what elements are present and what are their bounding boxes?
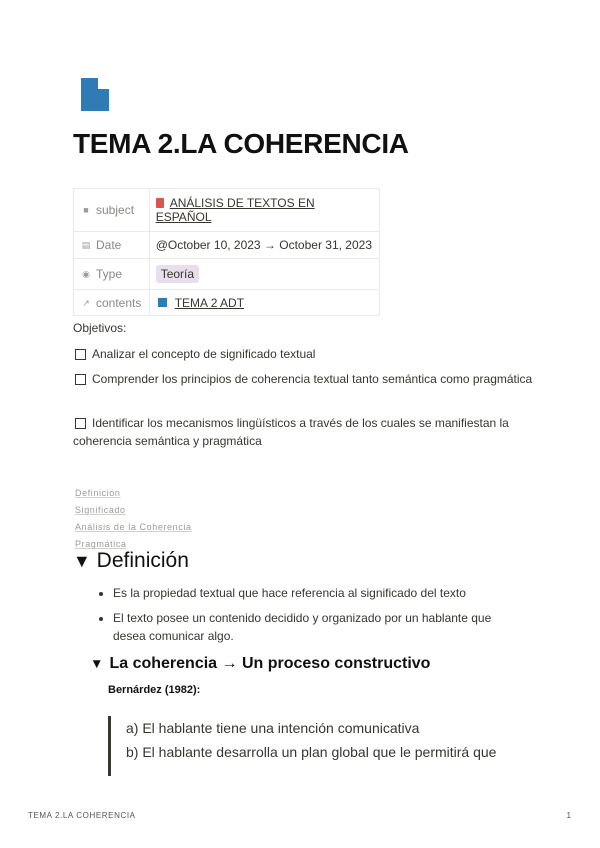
checkbox[interactable] [75,349,86,360]
properties-table [73,188,380,316]
quote-line: b) El hablante desarrolla un plan global que le permitirá que [126,744,497,760]
select-icon: ◉ [82,269,90,279]
document-icon [79,78,109,111]
toc-link-significado[interactable]: Significado [75,505,126,515]
toc-link-pragmatica[interactable]: Pragmática [75,539,127,549]
property-row-subject [74,189,380,232]
page-number: 1 [566,811,571,820]
objetivos-heading: Objetivos: [73,321,127,335]
property-name-subject: ■ subject [74,189,150,232]
checkbox[interactable] [75,374,86,385]
subject-link[interactable]: ANÁLISIS DE TEXTOS EN ESPAÑOL [155,196,315,224]
property-row-date [74,232,380,259]
definicion-bullet-list [96,584,513,652]
list-icon: ■ [83,205,89,215]
property-row-type [74,259,380,290]
list-item: • Es la propiedad textual que hace referencia al significado del texto [113,584,513,602]
toc-link-analisis[interactable]: Análisis de la Coherencia [75,522,192,532]
todo-item: Comprender los principios de coherencia textual tanto semántica como pragmática [73,370,533,388]
toc-link-definicion[interactable]: Definición [75,488,121,498]
arrow-up-right-icon: ↗ [82,297,90,308]
todo-item: Identificar los mecanismos lingüísticos a través de los cuales se manifiestan la coherencia semántica y pragmática [73,416,509,448]
type-tag[interactable]: Teoría [156,265,199,283]
footer-title: TEMA 2.LA COHERENCIA [28,811,136,820]
section-heading-definicion[interactable]: ▼ Definición [73,549,189,572]
property-name-type: ◉ Type [74,259,150,290]
contents-link[interactable]: TEMA 2 ADT [174,295,245,310]
calendar-icon: ▤ [81,240,91,250]
toggle-triangle-icon[interactable]: ▼ [73,551,91,571]
author-citation: Bernárdez (1982): [108,684,201,696]
section-heading-coherencia[interactable]: ▼ La coherencia → Un proceso constructivo [90,655,431,672]
property-value-contents[interactable] [149,290,379,316]
todo-item: Analizar el concepto de significado textual [73,345,533,363]
property-value-subject[interactable] [149,189,379,232]
quote-line: a) El hablante tiene una intención comunicativa [126,720,420,736]
property-row-contents [74,290,380,316]
blockquote [108,716,496,776]
property-value-type[interactable] [149,259,379,290]
property-name-date: ▤ Date [74,232,150,259]
property-value-date[interactable]: @October 10, 2023 → October 31, 2023 [149,232,379,259]
toggle-triangle-icon[interactable]: ▼ [90,656,104,671]
property-name-contents: ↗ contents [74,290,150,316]
book-icon [156,198,164,208]
table-of-contents [75,485,192,553]
page-title: TEMA 2.LA COHERENCIA [73,128,409,159]
checkbox[interactable] [75,418,86,429]
list-item: • El texto posee un contenido decidido y organizado por un hablante que desea comunicar algo. [113,609,513,645]
page-icon [158,298,167,307]
